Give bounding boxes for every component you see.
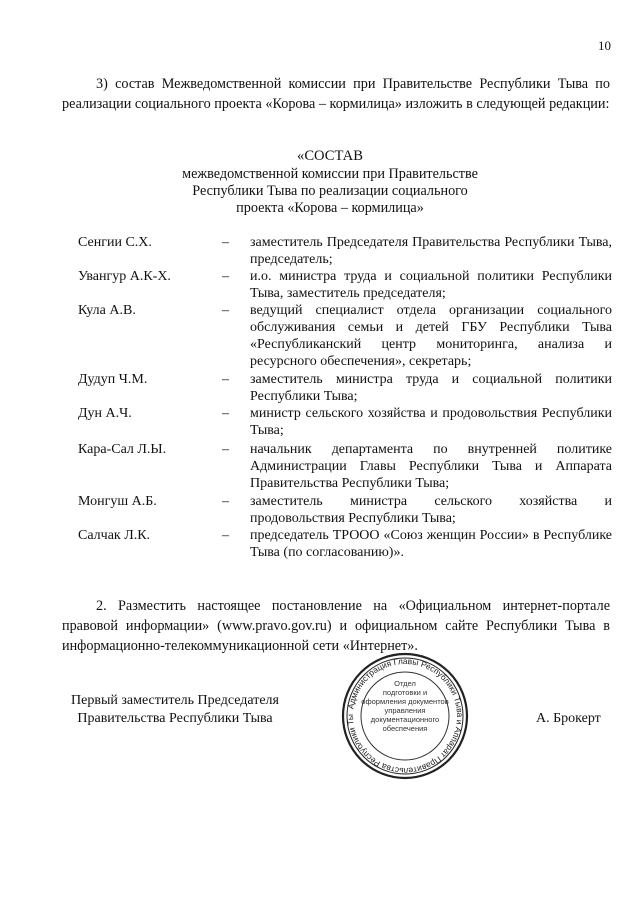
intro-paragraph: 3) состав Межведомственной комиссии при Правительстве Республики Тыва по реализации социального проекта «Корова – кормилица» изложить в следующей редакции: — [62, 76, 610, 112]
stamp-line: Отдел — [394, 679, 416, 688]
stamp-line: оформления документов — [361, 697, 449, 706]
member-role: заместитель министра труда и социальной политики Республики Тыва; — [250, 372, 612, 404]
official-stamp — [340, 651, 470, 781]
member-role: начальник департамента по внутренней политике Администрации Главы Республики Тыва и Аппарата Правительства Республики Тыва; — [250, 442, 612, 491]
member-name: Кара-Сал Л.Ы. — [78, 442, 167, 457]
member-role: ведущий специалист отдела организации социального обслуживания семьи и детей ГБУ Республики Тыва «Республиканский центр мониторинга, анализа и ресурсного обеспечения», секретарь; — [250, 303, 612, 369]
member-name: Сенгии С.Х. — [78, 235, 152, 250]
heading-line-3: проекта «Корова – кормилица» — [236, 200, 424, 216]
stamp-ring-text: Администрация Главы Республики Тыва и Аппарат Правительства Республики Ты — [344, 655, 466, 777]
heading-line-1: межведомственной комиссии при Правительстве — [182, 166, 478, 182]
stamp-line: документационного — [370, 715, 440, 724]
heading-title: «СОСТАВ — [297, 148, 363, 164]
member-name: Монгуш А.Б. — [78, 494, 157, 509]
member-role: председатель ТРООО «Союз женщин России» в Республике Тыва (по согласованию)». — [250, 528, 612, 560]
member-name: Салчак Л.К. — [78, 528, 151, 543]
member-dash: – — [222, 372, 229, 387]
stamp-line: управления — [384, 706, 426, 715]
member-dash: – — [222, 406, 229, 421]
signature-name: А. Брокерт — [536, 711, 601, 726]
stamp-line: обеспечения — [382, 724, 428, 733]
member-dash: – — [222, 235, 229, 250]
signer-position — [60, 692, 290, 728]
page-number: 10 — [598, 38, 611, 53]
member-dash: – — [222, 269, 229, 284]
stamp-line: подготовки и — [382, 688, 428, 697]
member-role: заместитель министра сельского хозяйства и продовольствия Республики Тыва; — [250, 494, 612, 526]
member-name: Дун А.Ч. — [78, 406, 132, 421]
member-dash: – — [222, 528, 229, 543]
member-dash: – — [222, 303, 229, 318]
stamp-inner-text — [356, 679, 454, 733]
member-dash: – — [222, 494, 229, 509]
member-role: министр сельского хозяйства и продовольствия Республики Тыва; — [250, 406, 612, 438]
member-name: Увангур А.К-Х. — [78, 269, 171, 284]
signer-line-1: Первый заместитель Председателя — [71, 693, 279, 708]
member-role: заместитель Председателя Правительства Республики Тыва, председатель; — [250, 235, 612, 267]
signer-line-2: Правительства Республики Тыва — [77, 711, 273, 726]
member-name: Дудуп Ч.М. — [78, 372, 148, 387]
member-dash: – — [222, 442, 229, 457]
composition-heading — [120, 148, 540, 217]
publication-paragraph: 2. Разместить настоящее постановление на «Официальном интернет-портале правовой информации» (www.pravo.gov.ru) и официальном сайте Республики Тыва в информационно-телекоммуникационной сети «Интернет». — [62, 598, 610, 654]
member-role: и.о. министра труда и социальной политики Республики Тыва, заместитель председателя; — [250, 269, 612, 301]
member-name: Кула А.В. — [78, 303, 136, 318]
heading-line-2: Республики Тыва по реализации социального — [192, 183, 468, 199]
